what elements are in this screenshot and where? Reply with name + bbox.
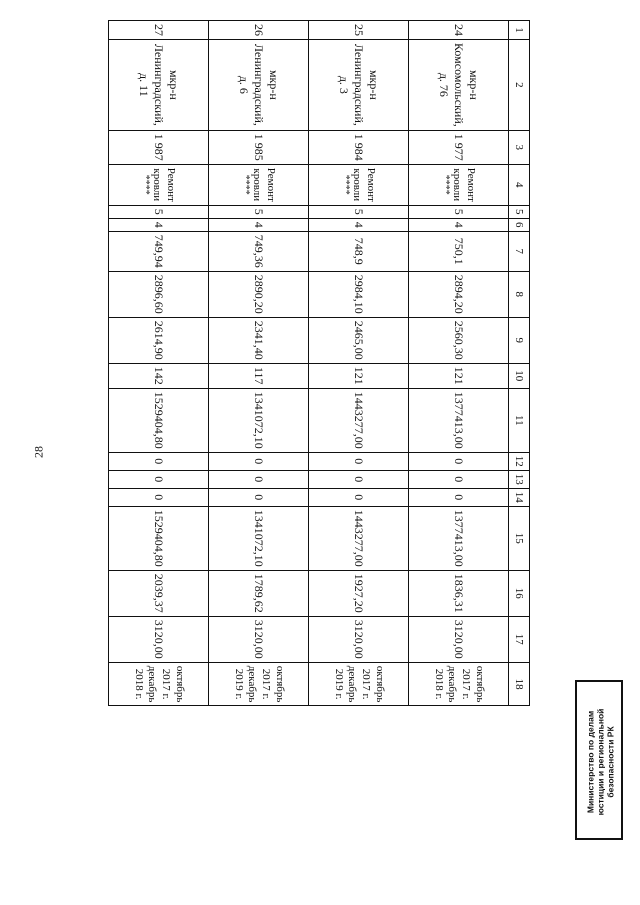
table-row [109, 21, 209, 706]
col-num-9: 9 [509, 317, 530, 363]
rotated-table-container [108, 20, 530, 706]
ministry-stamp [575, 680, 623, 840]
cell-6: 4 [109, 218, 209, 231]
address-cell: мкр-н Комсомольский, д. 76 [409, 40, 509, 131]
cell-6: 4 [209, 218, 309, 231]
cell-16: 2039,37 [109, 570, 209, 616]
col-num-17: 17 [509, 616, 530, 662]
period-cell: октябрь 2017 г. декабрь 2019 г. [209, 662, 309, 706]
cell-10: 121 [309, 363, 409, 388]
page-number: 28 [31, 446, 46, 458]
work-type-cell: Ремонт кровли **** [209, 164, 309, 205]
cell-5: 5 [309, 205, 409, 218]
cell-13: 0 [409, 470, 509, 488]
stamp-line-2: юстиции и региональной [595, 708, 606, 816]
cell-9: 2465,00 [309, 317, 409, 363]
cell-11: 1377413,00 [409, 388, 509, 452]
col-num-1: 1 [509, 21, 530, 40]
period-cell: октябрь 2017 г. декабрь 2018 г. [409, 662, 509, 706]
cell-10: 121 [409, 363, 509, 388]
cell-15: 1443277,00 [309, 506, 409, 570]
row-number: 25 [309, 21, 409, 40]
row-number: 24 [409, 21, 509, 40]
cell-14: 0 [109, 488, 209, 506]
cell-15: 1377413,00 [409, 506, 509, 570]
cell-17: 3120,00 [209, 616, 309, 662]
cell-13: 0 [309, 470, 409, 488]
cell-15: 1529404,80 [109, 506, 209, 570]
cell-12: 0 [409, 452, 509, 470]
cell-14: 0 [309, 488, 409, 506]
cell-16: 1836,31 [409, 570, 509, 616]
row-number: 26 [209, 21, 309, 40]
cell-8: 2896,60 [109, 271, 209, 317]
cell-16: 1789,62 [209, 570, 309, 616]
cell-16: 1927,20 [309, 570, 409, 616]
col-num-5: 5 [509, 205, 530, 218]
cell-17: 3120,00 [409, 616, 509, 662]
cell-6: 4 [409, 218, 509, 231]
cell-7: 749,94 [109, 231, 209, 271]
cell-11: 1529404,80 [109, 388, 209, 452]
work-type-cell: Ремонт кровли **** [309, 164, 409, 205]
cell-15: 1341072,10 [209, 506, 309, 570]
cell-9: 2560,30 [409, 317, 509, 363]
cell-12: 0 [209, 452, 309, 470]
cell-7: 749,36 [209, 231, 309, 271]
cell-17: 3120,00 [309, 616, 409, 662]
cell-8: 2984,10 [309, 271, 409, 317]
col-num-15: 15 [509, 506, 530, 570]
col-num-11: 11 [509, 388, 530, 452]
address-cell: мкр-н Ленинградский, д. 3 [309, 40, 409, 131]
col-num-3: 3 [509, 130, 530, 164]
cell-9: 2614,90 [109, 317, 209, 363]
cell-7: 750,1 [409, 231, 509, 271]
stamp-line-3: безопасности РК [604, 726, 615, 798]
cell-6: 4 [309, 218, 409, 231]
col-num-6: 6 [509, 218, 530, 231]
column-number-row [509, 21, 530, 706]
address-cell: мкр-н Ленинградский, д. 11 [109, 40, 209, 131]
cell-8: 2890,20 [209, 271, 309, 317]
cell-12: 0 [309, 452, 409, 470]
work-type-cell: Ремонт кровли **** [109, 164, 209, 205]
row-number: 27 [109, 21, 209, 40]
cell-5: 5 [109, 205, 209, 218]
col-num-2: 2 [509, 40, 530, 131]
cell-9: 2341,40 [209, 317, 309, 363]
stamp-line-1: Министерство по делам [585, 710, 596, 814]
col-num-8: 8 [509, 271, 530, 317]
col-num-4: 4 [509, 164, 530, 205]
build-year: 1 985 [209, 130, 309, 164]
cell-11: 1341072,10 [209, 388, 309, 452]
cell-13: 0 [109, 470, 209, 488]
col-num-14: 14 [509, 488, 530, 506]
table-row [209, 21, 309, 706]
build-year: 1 977 [409, 130, 509, 164]
col-num-13: 13 [509, 470, 530, 488]
build-year: 1 987 [109, 130, 209, 164]
cell-14: 0 [409, 488, 509, 506]
cell-10: 142 [109, 363, 209, 388]
cell-12: 0 [109, 452, 209, 470]
work-type-cell: Ремонт кровли **** [409, 164, 509, 205]
address-cell: мкр-н Ленинградский, д. 6 [209, 40, 309, 131]
cell-7: 748,9 [309, 231, 409, 271]
cell-10: 117 [209, 363, 309, 388]
col-num-10: 10 [509, 363, 530, 388]
col-num-12: 12 [509, 452, 530, 470]
col-num-18: 18 [509, 662, 530, 706]
period-cell: октябрь 2017 г. декабрь 2019 г. [309, 662, 409, 706]
table-row [409, 21, 509, 706]
build-year: 1 984 [309, 130, 409, 164]
cell-11: 1443277,00 [309, 388, 409, 452]
table-row [309, 21, 409, 706]
cell-14: 0 [209, 488, 309, 506]
cell-5: 5 [209, 205, 309, 218]
cell-17: 3120,00 [109, 616, 209, 662]
cell-13: 0 [209, 470, 309, 488]
repair-schedule-table [108, 20, 530, 706]
col-num-7: 7 [509, 231, 530, 271]
col-num-16: 16 [509, 570, 530, 616]
cell-5: 5 [409, 205, 509, 218]
period-cell: октябрь 2017 г. декабрь 2018 г. [109, 662, 209, 706]
cell-8: 2894,20 [409, 271, 509, 317]
stamp-text [586, 687, 615, 837]
